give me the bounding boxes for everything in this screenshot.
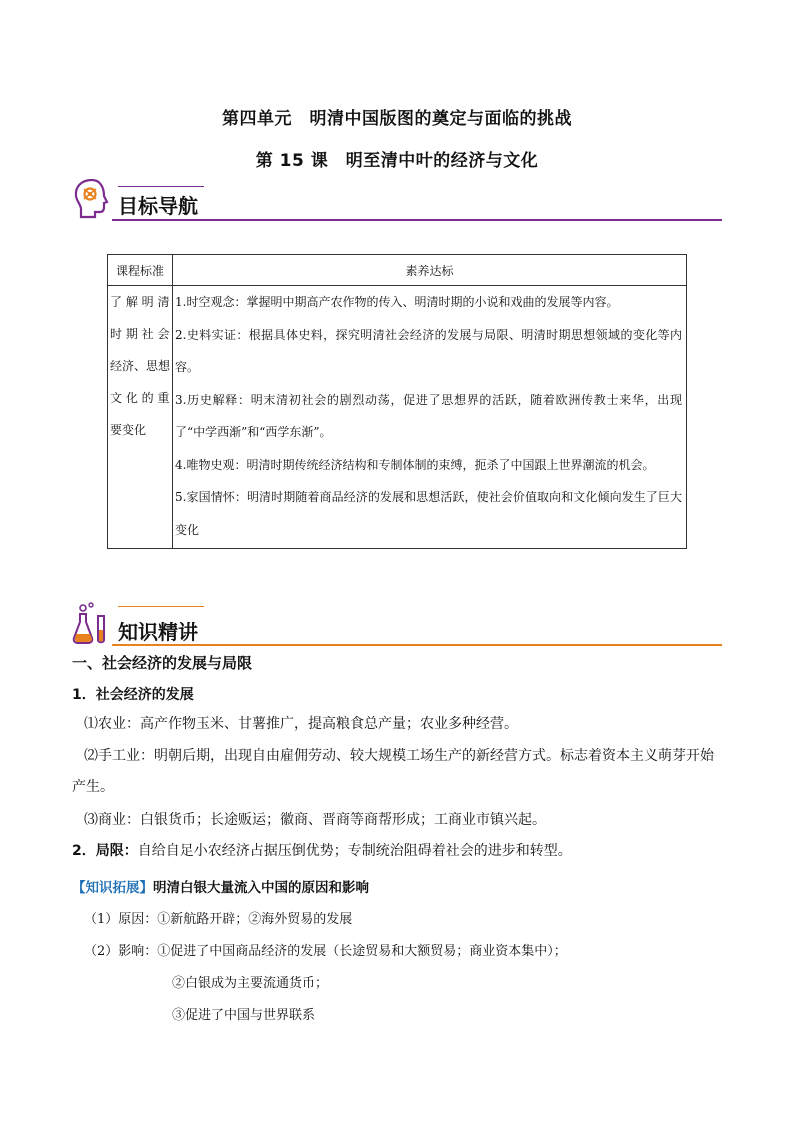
standard-line: 时 期 社 会 — [110, 327, 170, 341]
section1-title: 一、社会经济的发展与局限 — [72, 654, 253, 672]
cause-line: （1）原因：①新航路开辟；②海外贸易的发展 — [84, 912, 353, 927]
para-commerce: ⑶商业：白银货币；长途贩运；徽商、晋商等商帮形成；工商业市镇兴起。 — [84, 812, 546, 828]
para-agriculture: ⑴农业：高产作物玉米、甘薯推广，提高粮食总产量；农业多种经营。 — [84, 716, 518, 732]
section-topline — [118, 186, 204, 187]
section-goal-label: 目标导航 — [118, 194, 198, 218]
table-header-literacy: 素养达标 — [173, 255, 687, 286]
table-header-standard: 课程标准 — [108, 255, 173, 286]
effect-line: ②白银成为主要流通货币； — [172, 976, 329, 991]
section-knowledge-header — [72, 602, 722, 652]
section-rule — [112, 219, 722, 221]
standards-table — [107, 254, 687, 549]
extension-title — [72, 876, 369, 896]
section-goal-header — [72, 176, 722, 226]
effect-line: ③促进了中国与世界联系 — [172, 1008, 316, 1023]
limits-text: 自给自足小农经济占据压倒优势；专制统治阻碍着社会的进步和转型。 — [137, 843, 572, 859]
table-header-row — [108, 255, 687, 286]
extension-tag: 【知识拓展】 — [72, 880, 153, 896]
literacy-cell — [173, 286, 687, 549]
literacy-item: 2.史料实证：根据具体史料，探究明清社会经济的发展与局限、明清时期思想领域的变化等内容。 — [175, 327, 682, 374]
lesson-title: 第 15 课 明至清中叶的经济与文化 — [255, 151, 539, 171]
standard-line: 要变化 — [110, 423, 147, 437]
literacy-item: 1.时空观念：掌握明中期高产农作物的传入、明清时期的小说和戏曲的发展等内容。 — [175, 295, 619, 309]
section-topline — [118, 606, 204, 607]
literacy-item: 4.唯物史观：明清时期传统经济结构和专制体制的束缚，扼杀了中国跟上世界潮流的机会。 — [175, 457, 655, 472]
standard-line: 文 化 的 重 — [110, 391, 170, 405]
sub1-title: 1．社会经济的发展 — [72, 687, 194, 703]
table-row — [108, 286, 687, 549]
para-limits — [72, 836, 724, 867]
limits-label: 2．局限： — [72, 843, 138, 859]
flask-icon — [72, 602, 112, 646]
section-rule — [112, 644, 722, 646]
unit-title: 第四单元 明清中国版图的奠定与面临的挑战 — [222, 109, 572, 129]
literacy-item: 5.家国情怀：明清时期随着商品经济的发展和思想活跃，使社会价值取向和文化倾向发生了巨大变化 — [175, 490, 682, 537]
standard-line: 了 解 明 清 — [110, 295, 170, 309]
effect-line: （2）影响：①促进了中国商品经济的发展（长途贸易和大额贸易；商业资本集中）； — [84, 944, 567, 959]
standard-line: 经济、思想 — [110, 359, 171, 373]
literacy-item: 3.历史解释：明末清初社会的剧烈动荡，促进了思想界的活跃，随着欧洲传教士来华，出现了“中学西渐”和“西学东渐”。 — [175, 392, 682, 439]
extension-heading: 明清白银大量流入中国的原因和影响 — [153, 880, 369, 896]
standard-cell — [108, 286, 173, 549]
brain-gear-icon — [72, 176, 112, 220]
para-handicraft: ⑵手工业：明朝后期，出现自由雇佣劳动、较大规模工场生产的新经营方式。标志着资本主义萌芽开始产生。 — [72, 748, 714, 795]
section-knowledge-label: 知识精讲 — [118, 620, 198, 644]
